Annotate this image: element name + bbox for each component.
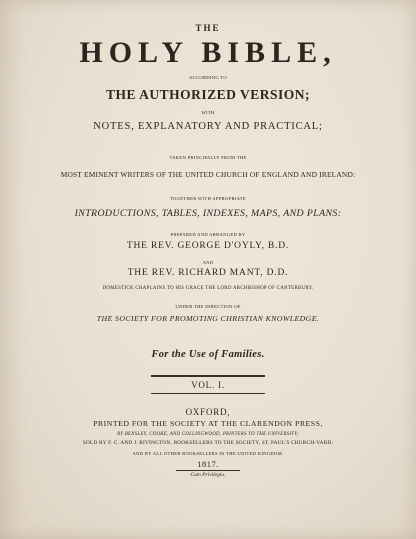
under-direction: UNDER THE DIRECTION OF [175, 304, 241, 309]
notes-line: NOTES, EXPLANATORY AND PRACTICAL; [93, 121, 323, 132]
privilege-line: Cum Privilegio. [190, 472, 226, 478]
chaplains-line: DOMESTICK CHAPLAINS TO HIS GRACE THE LORD ARCHBISHOP OF CANTERBURY. [102, 286, 314, 291]
with-label: WITH [201, 110, 215, 115]
society-line: THE SOCIETY FOR PROMOTING CHRISTIAN KNOWLEDGE. [96, 314, 320, 323]
sold-by-line: SOLD BY F. C. AND J. RIVINGTON, BOOKSELLERS TO THE SOCIETY, ST. PAUL'S CHURCH-YARD; [82, 440, 334, 446]
year-rule [176, 470, 240, 471]
writers-line: MOST EMINENT WRITERS OF THE UNITED CHURCH OF ENGLAND AND IRELAND: [60, 170, 356, 179]
introductions-line: INTRODUCTIONS, TABLES, INDEXES, MAPS, AND PLANS: [74, 208, 342, 219]
together-with: TOGETHER WITH APPROPRIATE [170, 196, 246, 201]
families-line: For the Use of Families. [151, 349, 265, 360]
year-line: 1817. [197, 459, 219, 469]
booksellers-line: AND BY ALL OTHER BOOKSELLERS IN THE UNITED KINGDOM. [132, 451, 284, 456]
prepared-by: PREPARED AND ARRANGED BY [170, 232, 246, 237]
the-label: THE [195, 23, 221, 33]
place-line: OXFORD, [185, 407, 231, 417]
editor-doyly: THE REV. GEORGE D'OYLY, B.D. [126, 241, 290, 251]
printers-line: BY BENSLEY, COOKE, AND COLLINGWOOD, PRINTERS TO THE UNIVERSITY; [117, 432, 299, 437]
volume-rule-bottom [151, 393, 265, 394]
version-line: THE AUTHORIZED VERSION; [105, 87, 311, 102]
according-to: ACCORDING TO [188, 75, 227, 80]
volume-label: VOL. I. [191, 380, 225, 390]
and-label: AND [202, 260, 214, 265]
editor-mant: THE REV. RICHARD MANT, D.D. [127, 268, 289, 278]
volume-rule-top [151, 375, 265, 377]
printed-for-line: PRINTED FOR THE SOCIETY AT THE CLARENDON PRESS, [93, 419, 323, 428]
taken-from: TAKEN PRINCIPALLY FROM THE [169, 155, 247, 160]
main-title: HOLY BIBLE, [79, 36, 337, 69]
